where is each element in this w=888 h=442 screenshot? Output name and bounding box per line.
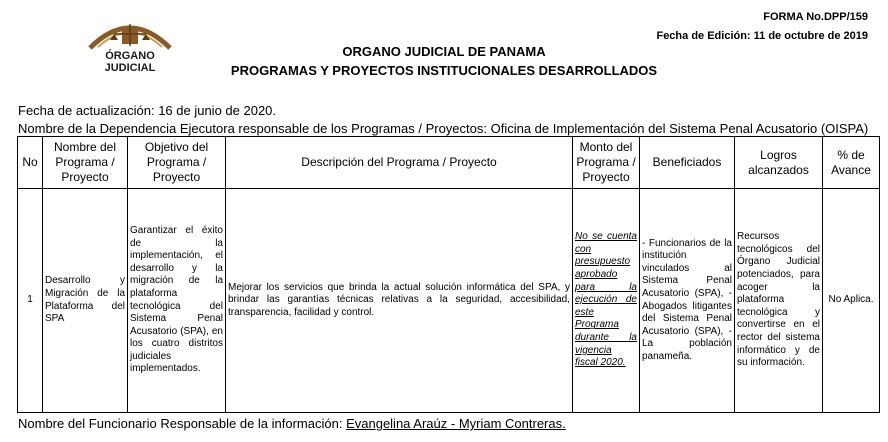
cell-name: Desarrollo y Migración de la Plataforma del SPA bbox=[43, 189, 128, 413]
cell-amount: No se cuenta con presupuesto aprobado para la ejecución de este Programa durante la vigencia fiscal 2020. bbox=[573, 189, 640, 413]
cell-no: 1 bbox=[18, 189, 43, 413]
organization-title: ORGANO JUDICIAL DE PANAMA bbox=[342, 44, 546, 59]
edition-date: Fecha de Edición: 11 de octubre de 2019 bbox=[656, 30, 868, 42]
svg-text:ÓRGANO: ÓRGANO bbox=[105, 50, 155, 62]
form-number: FORMA No.DPP/159 bbox=[763, 11, 868, 23]
responsible-names: Evangelina Araúz - Myriam Contreras. bbox=[346, 416, 566, 431]
header-amount: Monto del Programa / Proyecto bbox=[573, 137, 640, 189]
header-achievements: Logros alcanzados bbox=[735, 137, 823, 189]
header-beneficiaries: Beneficiados bbox=[640, 137, 735, 189]
cell-progress: No Aplica. bbox=[823, 189, 880, 413]
responsible-official bbox=[18, 416, 566, 431]
responsible-label: Nombre del Funcionario Responsable de la información: bbox=[18, 416, 347, 431]
cell-objective: Garantizar el éxito de la implementación, el desarrollo y la migración de la plataforma tecnológica del Sistema Penal Acusatorio (SPA), en los cuatro distritos judiciales implementados. bbox=[128, 189, 226, 413]
document-subtitle: PROGRAMAS Y PROYECTOS INSTITUCIONALES DESARROLLADOS bbox=[230, 63, 658, 78]
table-row bbox=[18, 189, 880, 413]
cell-achievements: Recursos tecnológicos del Órgano Judicial potenciados, para acoger la plataforma tecnológica y convertirse en el rector del sistema informático y de su información. bbox=[735, 189, 823, 413]
dependency-name: Nombre de la Dependencia Ejecutora responsable de los Programas / Proyectos: Oficina de Implementación del Sistema Penal Acusatorio (OISPA) bbox=[18, 121, 869, 136]
header-objective: Objetivo del Programa / Proyecto bbox=[128, 137, 226, 189]
cell-description: Mejorar los servicios que brinda la actual solución informática del SPA, y brindar las garantías técnicas relativas a la seguridad, accesibilidad, transparencia, facilidad y control. bbox=[226, 189, 573, 413]
header-progress: % de Avance bbox=[823, 137, 880, 189]
header-no: No bbox=[18, 137, 43, 189]
header-name: Nombre del Programa / Proyecto bbox=[43, 137, 128, 189]
table-header-row bbox=[18, 137, 880, 189]
programs-table bbox=[17, 136, 880, 413]
cell-beneficiaries: - Funcionarios de la institución vinculados al Sistema Penal Acusatorio (SPA), - Abogados litigantes del Sistema Penal Acusatorio (SPA), - La población panameña. bbox=[640, 189, 735, 413]
update-date: Fecha de actualización: 16 de junio de 2020. bbox=[18, 103, 277, 118]
header-description: Descripción del Programa / Proyecto bbox=[226, 137, 573, 189]
svg-text:JUDICIAL: JUDICIAL bbox=[104, 62, 156, 74]
